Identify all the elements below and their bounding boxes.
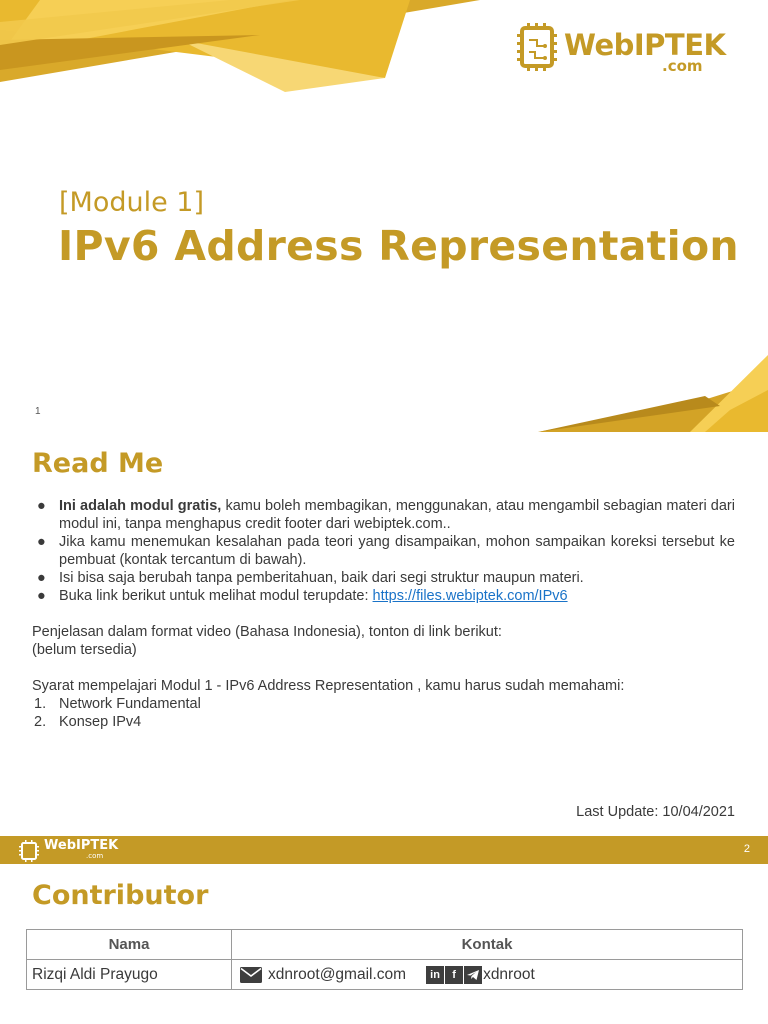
facebook-icon[interactable]: f (445, 966, 463, 984)
linkedin-icon[interactable]: in (426, 966, 444, 984)
table-row (27, 960, 743, 990)
page-title: IPv6 Address Representation (58, 222, 739, 270)
prereq-list (32, 695, 735, 731)
readme-content (32, 497, 735, 731)
contributor-social-handle: xdnroot (483, 965, 535, 983)
bullet-text: Buka link berikut untuk melihat modul terupdate: (59, 588, 373, 604)
readme-bullets (32, 497, 735, 605)
module-update-link[interactable]: https://files.webiptek.com/IPv6 (372, 588, 568, 604)
prereq-item: Konsep IPv4 (59, 714, 142, 730)
bullet-text: Jika kamu menemukan kesalahan pada teori yang disampaikan, mohon sampaikan koreksi tersebut ke pembuat (kontak tercantum di bawah). (59, 534, 735, 568)
chip-logo-icon (18, 840, 40, 862)
list-number: 1. (34, 696, 47, 712)
list-item (32, 587, 735, 605)
prereq-item: Network Fundamental (59, 696, 201, 712)
contributor-name: Rizqi Aldi Prayugo (27, 960, 232, 990)
contributor-table (26, 929, 743, 990)
telegram-icon[interactable] (464, 966, 482, 984)
footer-wordmark: WebIPTEK (44, 838, 119, 853)
chip-logo-icon (514, 22, 560, 74)
bullet-icon: ● (37, 498, 46, 514)
column-header-kontak: Kontak (232, 930, 743, 960)
bullet-text: Isi bisa saja berubah tanpa pemberitahuan, baik dari segi struktur maupun materi. (59, 570, 584, 586)
logo-domain: .com (662, 57, 703, 75)
page-footer (0, 836, 768, 864)
bullet-icon: ● (37, 588, 46, 604)
list-item (32, 695, 735, 713)
contributor-heading: Contributor (32, 880, 209, 911)
last-update: Last Update: 10/04/2021 (576, 804, 735, 820)
page-number: 1 (35, 406, 41, 417)
webiptek-logo (514, 22, 726, 78)
list-item (32, 497, 735, 533)
video-line: Penjelasan dalam format video (Bahasa Indonesia), tonton di link berikut: (32, 624, 502, 640)
table-header-row (27, 930, 743, 960)
page-number: 2 (743, 843, 750, 855)
bullet-bold-text: Ini adalah modul gratis, (59, 498, 222, 514)
prereq-intro: Syarat mempelajari Modul 1 - IPv6 Address Representation , kamu harus sudah memahami: (32, 678, 625, 694)
readme-heading: Read Me (32, 448, 164, 479)
list-number: 2. (34, 714, 47, 730)
footer-decoration (530, 350, 768, 432)
bullet-icon: ● (37, 570, 46, 586)
bullet-icon: ● (37, 534, 46, 550)
envelope-icon (240, 967, 262, 983)
video-status: (belum tersedia) (32, 642, 137, 658)
footer-domain: .com (86, 852, 104, 860)
contributor-contact (232, 960, 743, 990)
list-item (32, 533, 735, 569)
header-decoration (0, 0, 480, 95)
logo-wordmark: WebIPTEK (564, 28, 726, 62)
list-item (32, 569, 735, 587)
column-header-nama: Nama (27, 930, 232, 960)
bullet-text: kamu boleh membagikan, menggunakan, atau mengambil sebagian materi dari modul ini, tanpa menghapus credit footer dari webiptek.com.. (59, 498, 735, 532)
module-label: [Module 1] (59, 187, 205, 218)
list-item (32, 713, 735, 731)
contributor-email[interactable]: xdnroot@gmail.com (268, 965, 407, 983)
